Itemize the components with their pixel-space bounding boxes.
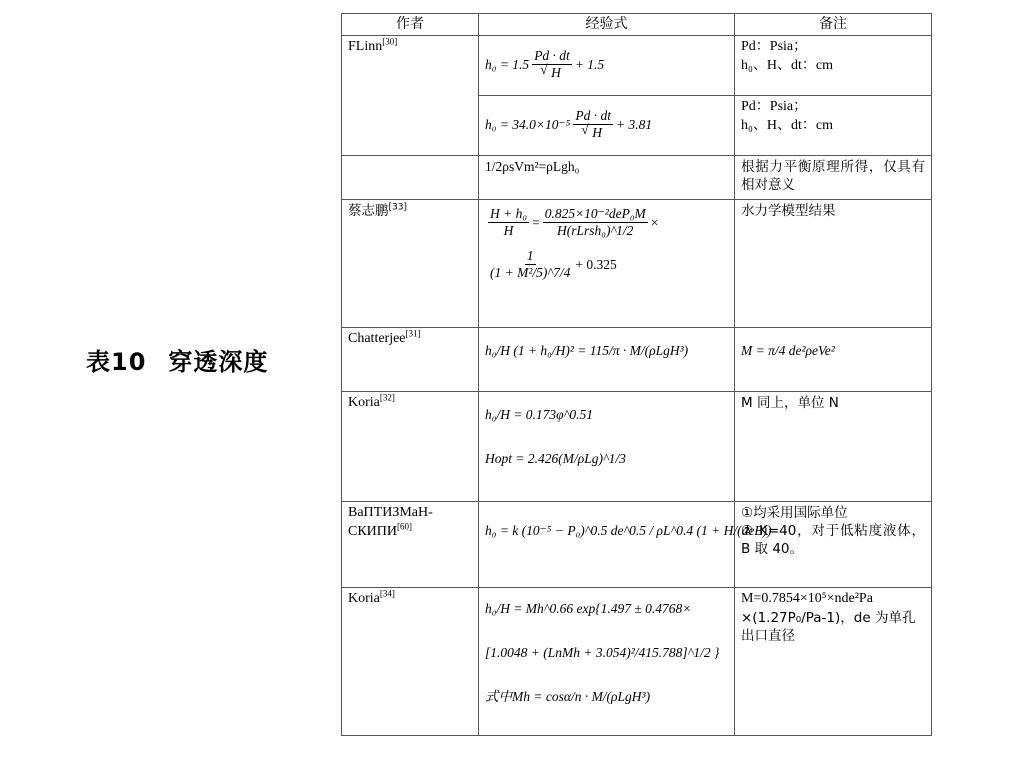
formula-lhs: h₀ = 34.0×10⁻⁵ <box>485 116 571 132</box>
author-cell <box>342 327 479 391</box>
note-cell <box>735 35 932 95</box>
fraction-denominator: H <box>503 223 514 239</box>
formula-tail: + 0.325 <box>575 256 617 272</box>
note-cell <box>735 327 932 391</box>
note-line: Pd：Psia； <box>741 98 808 114</box>
fraction-numerator: Pd · dt <box>573 108 613 125</box>
fraction-numerator: H + h₀ <box>488 206 529 223</box>
note-line: ①均采用国际单位 <box>741 504 848 521</box>
formula-fraction <box>543 206 648 240</box>
author-cell <box>342 501 479 587</box>
formula-fraction <box>488 248 572 282</box>
table-row <box>342 35 932 95</box>
author-name: FLinn <box>348 38 383 54</box>
formula-fraction <box>488 206 529 240</box>
formula: h₀/H = 0.173φ^0.51 <box>485 406 593 422</box>
fraction-denominator: (1 + M²/5)^7/4 <box>490 265 571 281</box>
fraction-numerator: 0.825×10⁻²deP₀M <box>543 206 648 223</box>
header-note: 备注 <box>735 14 932 36</box>
table-row <box>342 327 932 391</box>
author-ref: [60] <box>397 521 413 532</box>
note-cell <box>735 501 932 587</box>
formula <box>485 202 728 240</box>
table-row <box>342 199 932 327</box>
note-line: M = π/4 de²ρeVe² <box>741 342 835 358</box>
note-cell <box>735 95 932 155</box>
formula-cell <box>479 95 735 155</box>
note-line: 水力学模型结果 <box>741 202 836 219</box>
note-line: M=0.7854×10⁵×nde²Pa <box>741 590 873 606</box>
header-formula: 经验式 <box>479 14 735 36</box>
formula: 1/2ρsVm²=ρLgh₀ <box>485 158 580 174</box>
note-cell <box>735 199 932 327</box>
formula <box>485 98 728 142</box>
formula-tail: + 3.81 <box>615 116 653 132</box>
formula: h₀ = k (10⁻⁵ − P₀)^0.5 de^0.5 / ρL^0.4 (1 + H/(deB)) <box>485 522 772 538</box>
formula-cell <box>479 199 735 327</box>
author-name: Chatterjee <box>348 330 406 346</box>
author-cell <box>342 35 479 155</box>
note-line: Pd：Psia； <box>741 38 808 54</box>
author-name: 蔡志鹏 <box>348 202 389 219</box>
formula: h₀/H = Mh^0.66 exp{1.497 ± 0.4768× <box>485 600 692 616</box>
table-row <box>342 587 932 735</box>
header-author: 作者 <box>342 14 479 36</box>
formula-cell <box>479 587 735 735</box>
formula-fraction <box>532 48 572 82</box>
penetration-depth-table <box>341 13 932 736</box>
fraction-numerator: 1 <box>525 248 536 265</box>
fraction-numerator: Pd · dt <box>532 48 572 65</box>
formula-lhs: h₀ = 1.5 <box>485 56 530 72</box>
formula-fraction <box>573 108 613 142</box>
table-title: 穿透深度 <box>168 348 269 376</box>
note-line: 根据力平衡原理所得，仅具有相对意义 <box>741 158 925 194</box>
formula-cell <box>479 501 772 587</box>
table-row <box>342 501 932 587</box>
formula-cell <box>479 155 735 199</box>
author-ref: [31] <box>405 328 421 339</box>
note-cell <box>735 155 932 199</box>
author-cell <box>342 587 479 735</box>
table-header-row <box>342 14 932 36</box>
note-line: M 同上，单位 N <box>741 394 839 411</box>
author-name: BaПТИЗМаН-СКИПИ <box>348 504 433 539</box>
formula-tail: × <box>650 214 659 230</box>
formula: [1.0048 + (LnMh + 3.054)²/415.788]^1/2 } <box>485 645 720 661</box>
note-cell <box>735 587 932 735</box>
author-cell <box>342 155 479 199</box>
formula-cell <box>479 327 735 391</box>
formula-tail: + 1.5 <box>574 56 605 72</box>
note-line: ② K=40，对于低粘度液体，B 取 40。 <box>741 523 925 558</box>
slide-title <box>86 342 268 377</box>
author-ref: [30] <box>382 36 398 47</box>
note-line: h₀、H、dt：cm <box>741 57 833 73</box>
formula: h₀/H (1 + h₀/H)² = 115/π · M/(ρLgH³) <box>485 342 689 358</box>
formula: Hopt = 2.426(M/ρLg)^1/3 <box>485 451 626 467</box>
formula: 式中Mh = cosα/n · M/(ρLgH³) <box>485 689 651 705</box>
fraction-denominator: √ H <box>549 64 563 80</box>
table-row <box>342 155 932 199</box>
table-row <box>342 391 932 501</box>
author-cell <box>342 391 479 501</box>
note-line: h₀、H、dt：cm <box>741 117 833 133</box>
author-name: Koria <box>348 590 380 606</box>
author-ref: [34] <box>379 588 395 599</box>
formula-cell <box>479 391 735 501</box>
formula <box>485 240 728 282</box>
fraction-denominator: H(rLrsh₀)^1/2 <box>557 223 634 239</box>
note-line: ×(1.27P₀/Pa-1)，de 为单孔出口直径 <box>741 609 916 644</box>
formula-eq: = <box>532 214 540 230</box>
author-name: Koria <box>348 394 380 410</box>
author-ref: [32] <box>379 392 395 403</box>
note-cell <box>735 391 932 501</box>
table-number: 表10 <box>86 348 147 376</box>
formula-cell <box>479 35 735 95</box>
fraction-denominator: √ H <box>590 124 604 140</box>
author-ref: [33] <box>388 202 407 213</box>
formula <box>485 38 728 82</box>
author-cell <box>342 199 479 327</box>
